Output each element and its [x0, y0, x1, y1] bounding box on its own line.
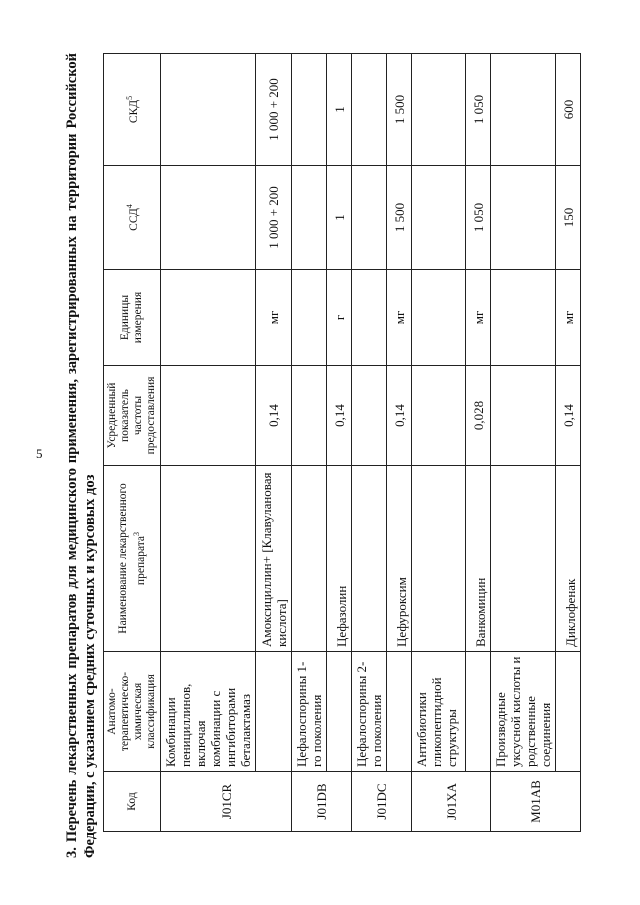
- table-row: [412, 54, 466, 832]
- header-ssd: ССД$^4$: [104, 166, 161, 270]
- header-code: Код: [104, 772, 161, 832]
- cell-code: J01XA: [412, 772, 491, 832]
- cell-units: мг: [256, 270, 292, 366]
- cell-code: J01DB: [292, 772, 352, 832]
- header-freq: Усредненный показатель частоты предоставления: [104, 366, 161, 466]
- section-heading: 3. Перечень лекарственных препаратов для медицинского применения, зарегистрированных на территории Российской Федерации, с указанием средних суточных и курсовых доз: [64, 53, 98, 858]
- header-units: Единицы измерения: [104, 270, 161, 366]
- table-row: [387, 54, 412, 832]
- cell-code: J01DC: [352, 772, 412, 832]
- drug-table: [103, 53, 581, 832]
- cell-ssd: 150: [556, 166, 581, 270]
- table-row: [466, 54, 491, 832]
- cell-atc: Цефалоспорины 2-го поколения: [352, 652, 387, 772]
- table-row: [327, 54, 352, 832]
- cell-atc: Цефалоспорины 1-го поколения: [292, 652, 327, 772]
- cell-ssd: 1 500: [387, 166, 412, 270]
- cell-freq: 0,14: [556, 366, 581, 466]
- cell-code: M01AB: [491, 772, 581, 832]
- cell-atc: Антибиотики гликопептидной структуры: [412, 652, 466, 772]
- cell-units: мг: [387, 270, 412, 366]
- cell-ssd: 1 050: [466, 166, 491, 270]
- cell-skd: 1: [327, 54, 352, 166]
- cell-freq: 0,14: [387, 366, 412, 466]
- cell-skd: 1 050: [466, 54, 491, 166]
- cell-freq: 0,14: [327, 366, 352, 466]
- cell-freq: 0,14: [256, 366, 292, 466]
- cell-units: мг: [556, 270, 581, 366]
- table-row: [491, 54, 556, 832]
- rotated-content: [63, 53, 581, 868]
- cell-name: Цефуроксим: [387, 466, 412, 652]
- cell-name: Цефазолин: [327, 466, 352, 652]
- header-name: Наименование лекарственного препарата$^3$: [104, 466, 161, 652]
- cell-name: Амоксициллин+ [Клавулановая кислота]: [256, 466, 292, 652]
- table-row: [352, 54, 387, 832]
- table-row: [556, 54, 581, 832]
- cell-name: Ванкомицин: [466, 466, 491, 652]
- cell-ssd: 1: [327, 166, 352, 270]
- header-skd: СКД$^5$: [104, 54, 161, 166]
- cell-ssd: 1 000 + 200: [256, 166, 292, 270]
- table-row: [292, 54, 327, 832]
- table-header-row: [104, 54, 161, 832]
- cell-skd: 600: [556, 54, 581, 166]
- header-atc: Анатомо-терапевтическо-химическая классификация: [104, 652, 161, 772]
- cell-units: мг: [466, 270, 491, 366]
- cell-freq: 0,028: [466, 366, 491, 466]
- table-row: [256, 54, 292, 832]
- cell-atc: Комбинации пенициллинов, включая комбинации с ингибиторами беталактамаз: [161, 652, 256, 772]
- page-number: 5: [36, 446, 43, 461]
- cell-skd: 1 000 + 200: [256, 54, 292, 166]
- cell-name: Диклофенак: [556, 466, 581, 652]
- table-row: [161, 54, 256, 832]
- cell-skd: 1 500: [387, 54, 412, 166]
- cell-units: г: [327, 270, 352, 366]
- cell-code: J01CR: [161, 772, 292, 832]
- cell-atc: Производные уксусной кислоты и родственные соединения: [491, 652, 556, 772]
